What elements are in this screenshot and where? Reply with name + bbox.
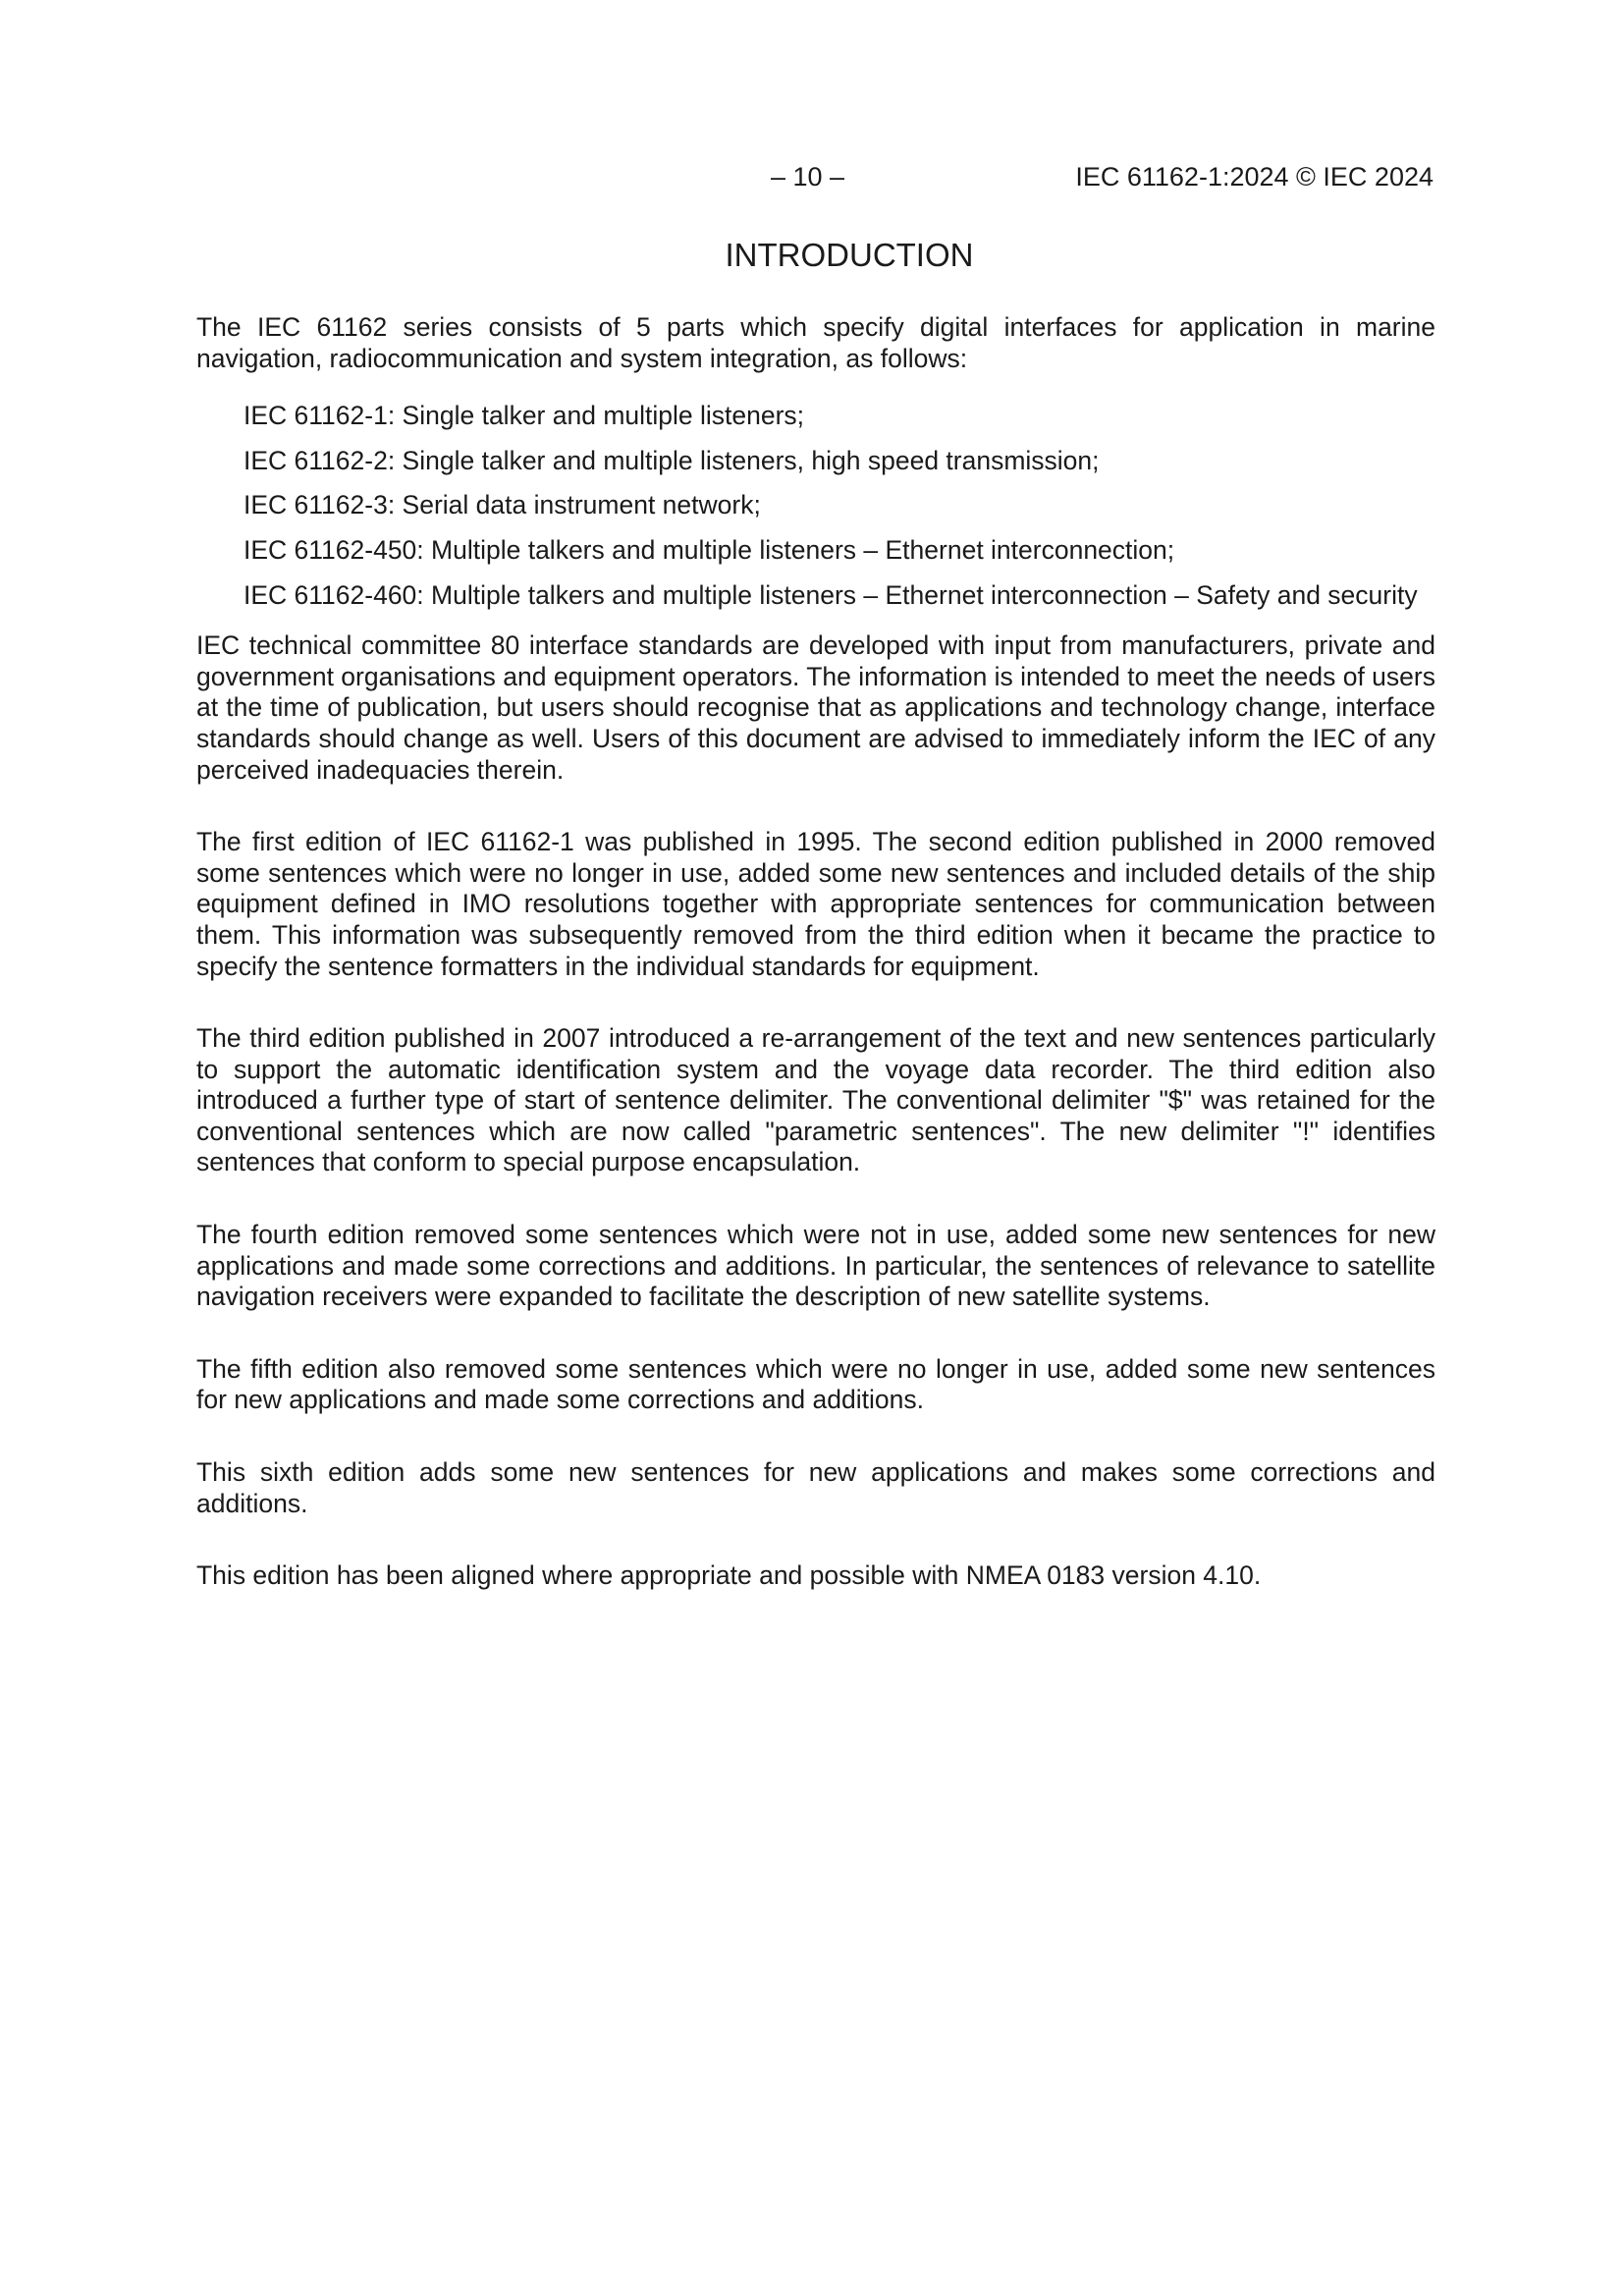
section-title: INTRODUCTION <box>725 237 974 273</box>
paragraph-sixth-edition: This sixth edition adds some new sentences for new applications and makes some corrections and additions. <box>196 1457 1435 1518</box>
list-item: IEC 61162-2: Single talker and multiple listeners, high speed transmission; <box>243 445 1100 475</box>
page-header <box>196 157 1434 196</box>
paragraph-alignment: This edition has been aligned where appropriate and possible with NMEA 0183 version 4.10. <box>196 1560 1262 1591</box>
document-reference: IEC 61162-1:2024 © IEC 2024 <box>1075 162 1434 191</box>
page-number: – 10 – <box>771 162 845 191</box>
paragraph-third-edition: The third edition published in 2007 introduced a re-arrangement of the text and new sentences particularly to support the automatic identification system and the voyage data recorder. The third edition also introduced a further type of start of sentence delimiter. The conventional delimiter "$" was retained for the conventional sentences which are now called "parametric sentences". The new delimiter "!" identifies sentences that conform to special purpose encapsulation. <box>196 1023 1435 1177</box>
list-item: IEC 61162-1: Single talker and multiple listeners; <box>243 401 805 431</box>
paragraph-fourth-edition: The fourth edition removed some sentences which were not in use, added some new sentences for new applications and made some corrections and additions. In particular, the sentences of relevance to satellite navigation receivers were expanded to facilitate the description of new satellite systems. <box>196 1220 1435 1312</box>
parts-list <box>196 401 1435 611</box>
intro-paragraph: The IEC 61162 series consists of 5 parts which specify digital interfaces for application in marine navigation, radiocommunication and system integration, as follows: <box>196 312 1435 373</box>
paragraph-fifth-edition: The fifth edition also removed some sentences which were no longer in use, added some new sentences for new applications and made some corrections and additions. <box>196 1353 1435 1415</box>
document-body <box>196 312 1435 1592</box>
list-item: IEC 61162-450: Multiple talkers and multiple listeners – Ethernet interconnection; <box>243 534 1175 565</box>
list-item: IEC 61162-460: Multiple talkers and multiple listeners – Ethernet interconnection – Safety and security <box>243 579 1418 610</box>
list-item: IEC 61162-3: Serial data instrument network; <box>243 490 761 520</box>
paragraph-committee: IEC technical committee 80 interface standards are developed with input from manufacturers, private and government organisations and equipment operators. The information is intended to meet the needs of users at the time of publication, but users should recognise that as applications and technology change, interface standards should change as well. Users of this document are advised to immediately inform the IEC of any perceived inadequacies therein. <box>196 630 1435 785</box>
paragraph-first-edition: The first edition of IEC 61162-1 was published in 1995. The second edition published in 2000 removed some sentences which were no longer in use, added some new sentences and included details of the ship equipment defined in IMO resolutions together with appropriate sentences for communication between them. This information was subsequently removed from the third edition when it became the practice to specify the sentence formatters in the individual standards for equipment. <box>196 827 1435 981</box>
